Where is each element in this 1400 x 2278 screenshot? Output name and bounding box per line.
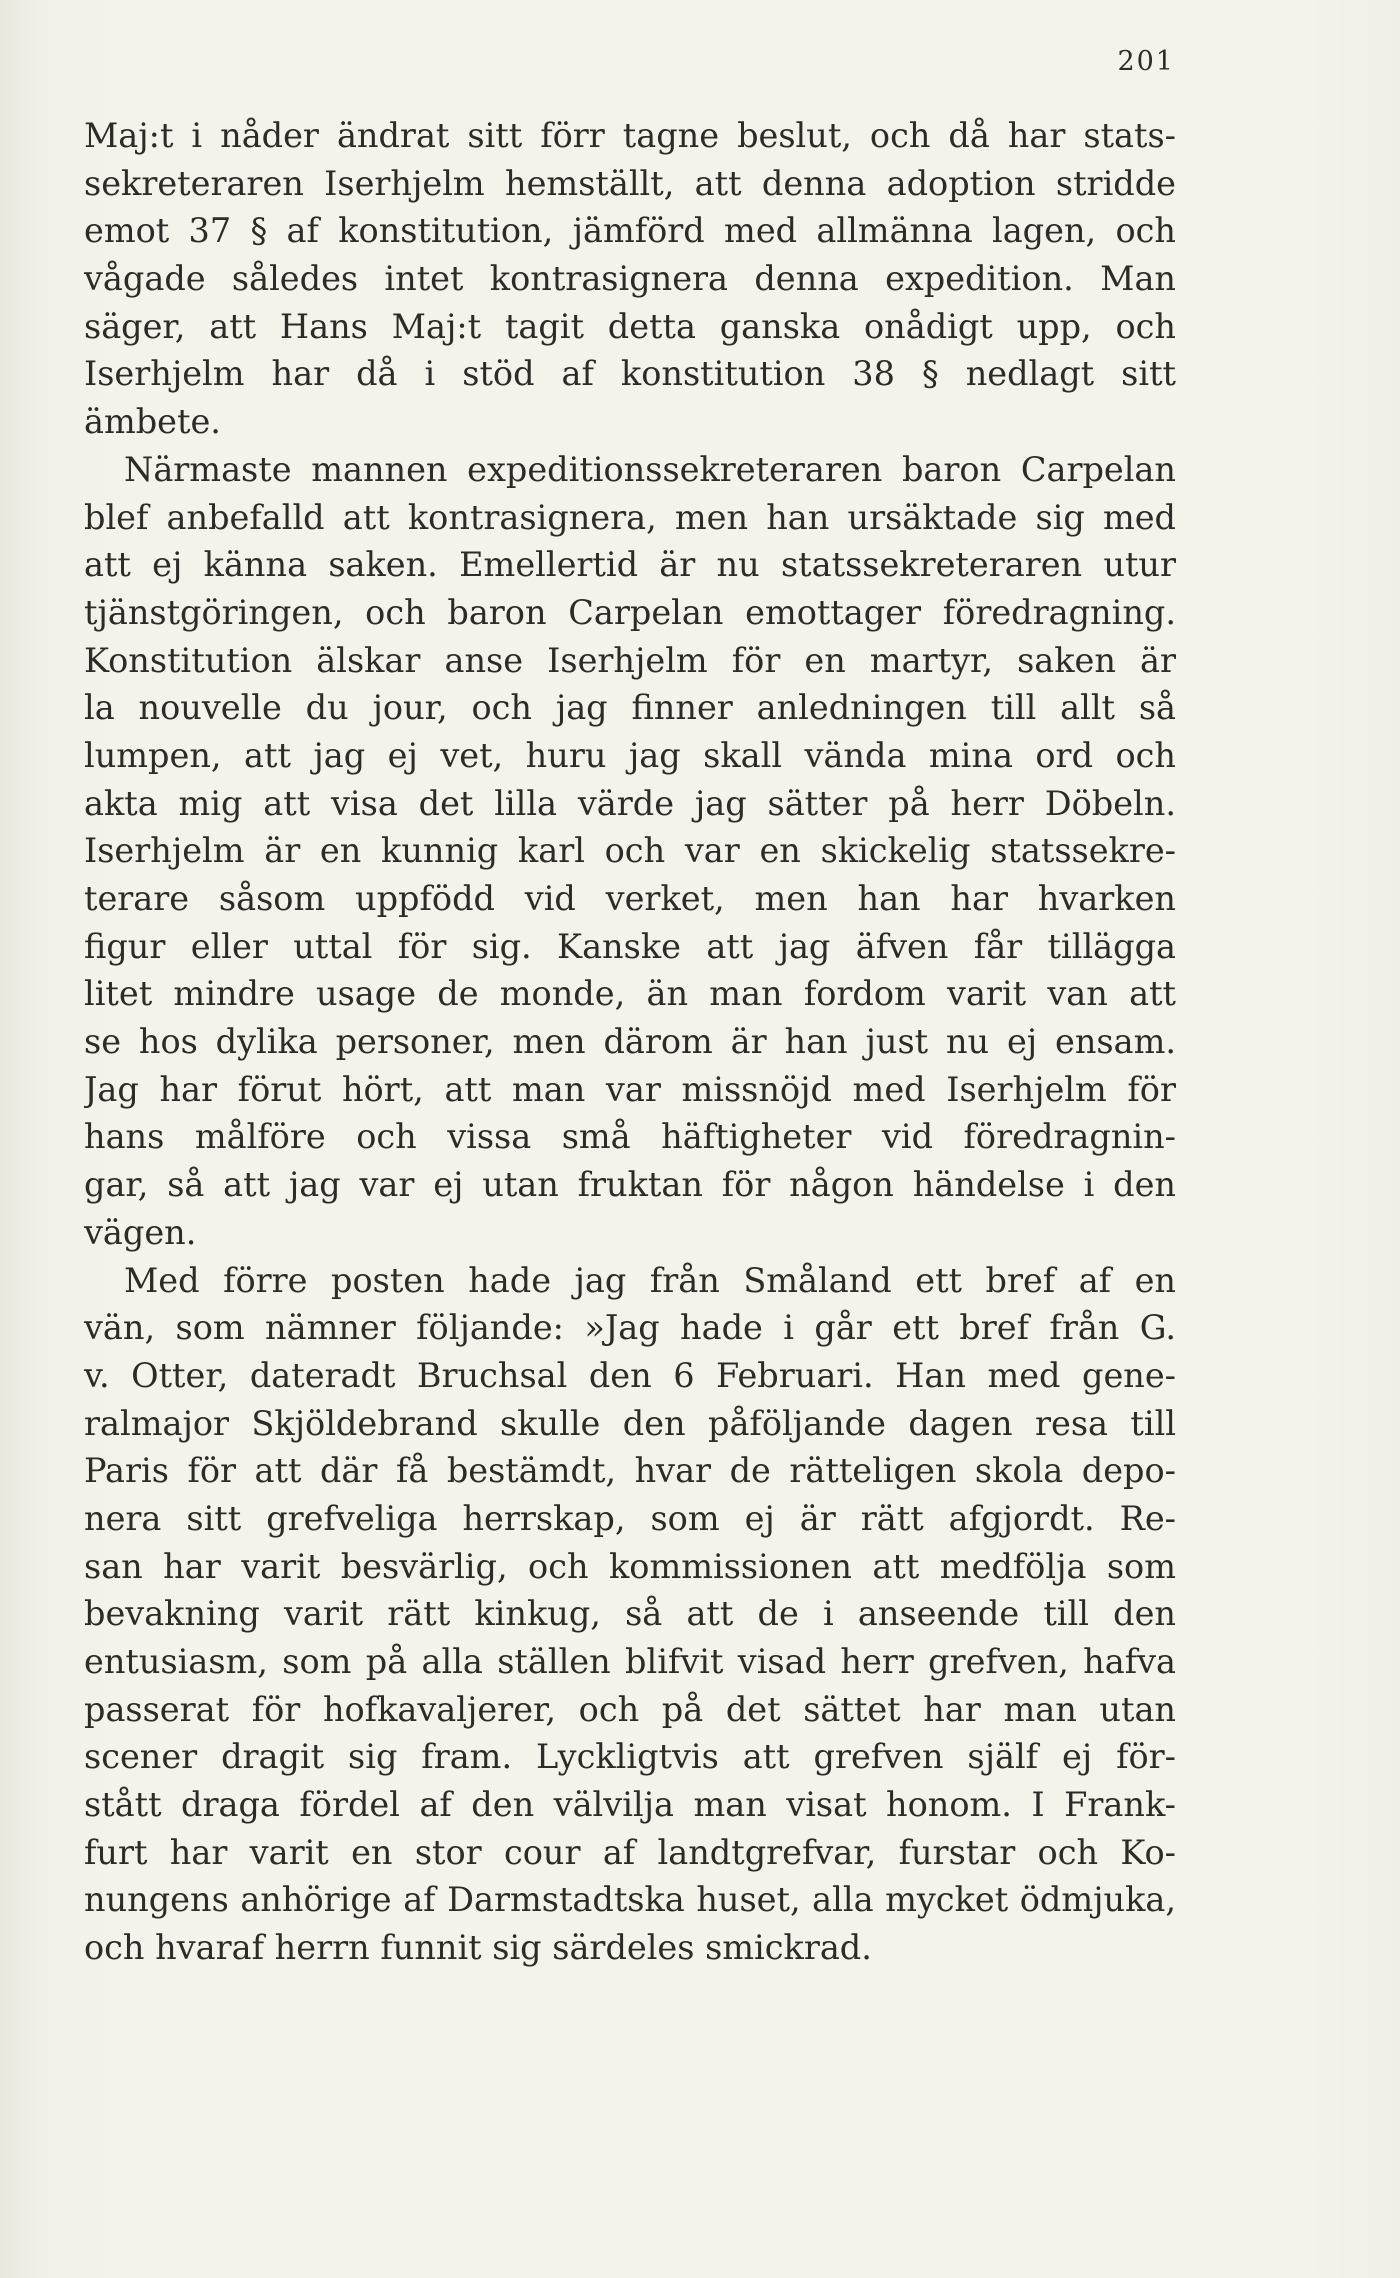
- text-line: v. Otter, dateradt Bruchsal den 6 Februari. Han med gene-: [84, 1355, 1176, 1395]
- text-line: Konstitution älskar anse Iserhjelm för en martyr, saken är: [84, 640, 1176, 680]
- text-line: litet mindre usage de monde, än man fordom varit van att: [84, 974, 1176, 1014]
- text-line: bevakning varit rätt kinkug, så att de i anseende till den: [84, 1594, 1176, 1634]
- text-line: san har varit besvärlig, och kommissionen att medfölja som: [84, 1546, 1176, 1586]
- text-line: att ej känna saken. Emellertid är nu statssekreteraren utur: [84, 545, 1176, 585]
- text-line: tjänstgöringen, och baron Carpelan emottager föredragning.: [84, 592, 1176, 632]
- text-line: Närmaste mannen expeditionssekreteraren baron Carpelan: [124, 449, 1176, 489]
- text-line: säger, att Hans Maj:t tagit detta ganska onådigt upp, och: [84, 306, 1176, 346]
- text-line: scener dragit sig fram. Lyckligtvis att grefven själf ej för-: [84, 1737, 1176, 1777]
- text-line: Maj:t i nåder ändrat sitt förr tagne beslut, och då har stats-: [84, 116, 1176, 155]
- page-number: 201: [1117, 46, 1175, 77]
- text-line: Paris för att där få bestämdt, hvar de rätteligen skola depo-: [84, 1451, 1176, 1491]
- text-line: Med förre posten hade jag från Småland ett bref af en: [124, 1260, 1176, 1300]
- text-line: stått draga fördel af den välvilja man visat honom. I Frank-: [84, 1785, 1176, 1825]
- body-text: [84, 112, 1176, 1972]
- text-line: vägen.: [84, 1212, 197, 1252]
- text-line: entusiasm, som på alla ställen blifvit visad herr grefven, hafva: [84, 1642, 1176, 1681]
- text-line: la nouvelle du jour, och jag finner anledningen till allt så: [84, 688, 1176, 728]
- text-line: nungens anhörige af Darmstadtska huset, alla mycket ödmjuka,: [84, 1880, 1176, 1920]
- text-line: ralmajor Skjöldebrand skulle den påföljande dagen resa till: [84, 1403, 1176, 1443]
- text-line: ämbete.: [84, 402, 221, 442]
- text-line: sekreteraren Iserhjelm hemställt, att denna adoption stridde: [84, 163, 1176, 203]
- text-line: och hvaraf herrn funnit sig särdeles smickrad.: [84, 1928, 872, 1968]
- text-line: hans målföre och vissa små häftigheter vid föredragnin-: [84, 1117, 1176, 1157]
- text-line: se hos dylika personer, men därom är han just nu ej ensam.: [84, 1022, 1176, 1062]
- text-line: vågade således intet kontrasignera denna expedition. Man: [84, 259, 1176, 299]
- text-line: emot 37 § af konstitution, jämförd med allmänna lagen, och: [84, 211, 1176, 251]
- text-line: furt har varit en stor cour af landtgrefvar, furstar och Ko-: [84, 1832, 1176, 1872]
- text-line: gar, så att jag var ej utan fruktan för någon händelse i den: [84, 1165, 1176, 1205]
- text-line: Iserhjelm är en kunnig karl och var en skickelig statssekre-: [84, 831, 1176, 871]
- text-line: terare såsom uppfödd vid verket, men han har hvarken: [84, 879, 1176, 918]
- text-line: Jag har förut hört, att man var missnöjd med Iserhjelm för: [84, 1069, 1176, 1109]
- text-line: figur eller uttal för sig. Kanske att jag äfven får tillägga: [84, 926, 1176, 966]
- text-line: passerat för hofkavaljerer, och på det sättet har man utan: [84, 1689, 1176, 1729]
- text-line: akta mig att visa det lilla värde jag sätter på herr Döbeln.: [84, 783, 1176, 823]
- text-line: nera sitt grefveliga herrskap, som ej är rätt afgjordt. Re-: [84, 1498, 1176, 1538]
- text-line: blef anbefalld att kontrasignera, men han ursäktade sig med: [84, 497, 1176, 537]
- text-line: Iserhjelm har då i stöd af konstitution 38 § nedlagt sitt: [84, 354, 1176, 394]
- text-line: lumpen, att jag ej vet, huru jag skall vända mina ord och: [84, 735, 1176, 775]
- text-line: vän, som nämner följande: »Jag hade i går ett bref från G.: [84, 1308, 1176, 1348]
